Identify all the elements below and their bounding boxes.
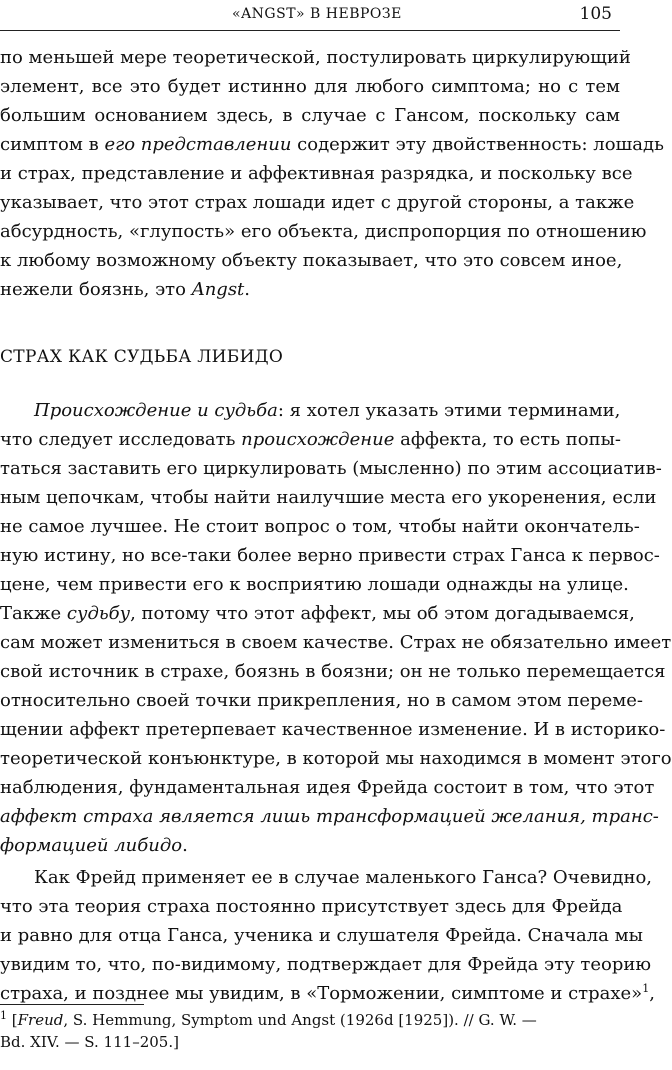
text-line: щении аффект претерпевает качественное изменение. И в историко- <box>0 719 666 740</box>
text-run: аффекта, то есть попы- <box>394 429 621 450</box>
text-line: наблюдения, фундаментальная идея Фрейда состоит в том, что этот <box>0 777 655 798</box>
text-line: что эта теория страха постоянно присутствует здесь для Фрейда <box>0 896 623 917</box>
text-line: относительно своей точки прикрепления, но в самом этом переме- <box>0 690 643 711</box>
text-run: нежели боязнь, это <box>0 279 192 300</box>
italic-text: судьбу <box>66 603 131 624</box>
text-line: цене, чем привести его к восприятию лошади однажды на улице. <box>0 574 629 595</box>
text-line <box>0 278 620 302</box>
text-line <box>0 834 620 858</box>
text-line: ную истину, но все-таки более верно привести страх Ганса к первос- <box>0 545 660 566</box>
text-line: и страх, представление и аффективная разрядка, и поскольку все <box>0 163 633 184</box>
text-line <box>34 399 620 423</box>
italic-text: происхождение <box>241 429 395 450</box>
text-line: таться заставить его циркулировать (мысленно) по этим ассоциатив- <box>0 458 662 479</box>
text-line <box>0 982 655 1006</box>
italic-text: Freud <box>17 1011 64 1029</box>
text-line: указывает, что этот страх лошади идет с другой стороны, а также <box>0 192 635 213</box>
text-run: содержит эту двойственность: лошадь <box>291 134 664 155</box>
text-line: теоретической конъюнктуре, в которой мы находимся в момент этого <box>0 748 672 769</box>
italic-line: аффект страха является лишь трансформацией желания, транс- <box>0 806 659 827</box>
italic-text: Происхождение и судьба <box>34 400 278 421</box>
footnote-rule <box>0 1004 144 1005</box>
italic-text: его представлении <box>104 134 292 155</box>
page-number: 105 <box>579 4 612 24</box>
text-run: Также <box>0 603 67 624</box>
footnote-ref: 1 <box>642 982 650 995</box>
text-line: элемент, все это будет истинно для любого симптома; но с тем <box>0 76 620 97</box>
text-line: и равно для отца Ганса, ученика и слушателя Фрейда. Сначала мы <box>0 925 643 946</box>
text-line: увидим то, что, по-видимому, подтверждает для Фрейда эту теорию <box>0 954 652 975</box>
text-run: симптом в <box>0 134 105 155</box>
text-line: Как Фрейд применяет ее в случае маленького Ганса? Очевидно, <box>34 867 653 888</box>
text-run: страха, и позднее мы увидим, в «Торможении, симптоме и страхе» <box>0 983 643 1004</box>
text-line: ным цепочкам, чтобы найти наилучшие места его укоренения, если <box>0 487 657 508</box>
text-line <box>0 602 635 626</box>
italic-text: формацией либидо <box>0 835 183 856</box>
text-line: большим основанием здесь, в случае с Гансом, поскольку сам <box>0 105 620 126</box>
footnote-line: Bd. XIV. — S. 111–205.] <box>0 1033 179 1051</box>
footnote-marker: 1 <box>0 1009 7 1022</box>
text-run: [ <box>7 1011 18 1029</box>
text-line: не самое лучшее. Не стоит вопрос о том, чтобы найти окончатель- <box>0 516 640 537</box>
text-line: свой источник в страхе, боязнь в боязни; он не только перемещается <box>0 661 666 682</box>
text-run: , S. Hemmung, Symptom und Angst (1926d [1925]). // G. W. — <box>63 1011 537 1029</box>
running-head <box>0 4 620 34</box>
text-line: по меньшей мере теоретической, постулировать циркулирующий <box>0 47 631 68</box>
text-line: к любому возможному объекту показывает, что это совсем иное, <box>0 250 623 271</box>
text-run: . <box>244 279 251 300</box>
text-run: , <box>649 983 655 1004</box>
section-heading: СТРАХ КАК СУДЬБА ЛИБИДО <box>0 347 284 367</box>
text-line: абсурдность, «глупость» его объекта, диспропорция по отношению <box>0 221 647 242</box>
footnote-line <box>0 1010 620 1030</box>
text-run: : я хотел указать этими терминами, <box>277 400 621 421</box>
text-line: сам может измениться в своем качестве. Страх не обязательно имеет <box>0 632 672 653</box>
text-line <box>0 133 664 157</box>
italic-text: Angst <box>191 279 245 300</box>
text-run: , потому что этот аффект, мы об этом догадываемся, <box>130 603 635 624</box>
text-line <box>0 428 620 452</box>
text-run: . <box>182 835 188 856</box>
running-title: «ANGST» В НЕВРОЗЕ <box>232 6 402 22</box>
text-run: что следует исследовать <box>0 429 242 450</box>
header-rule <box>0 30 620 31</box>
